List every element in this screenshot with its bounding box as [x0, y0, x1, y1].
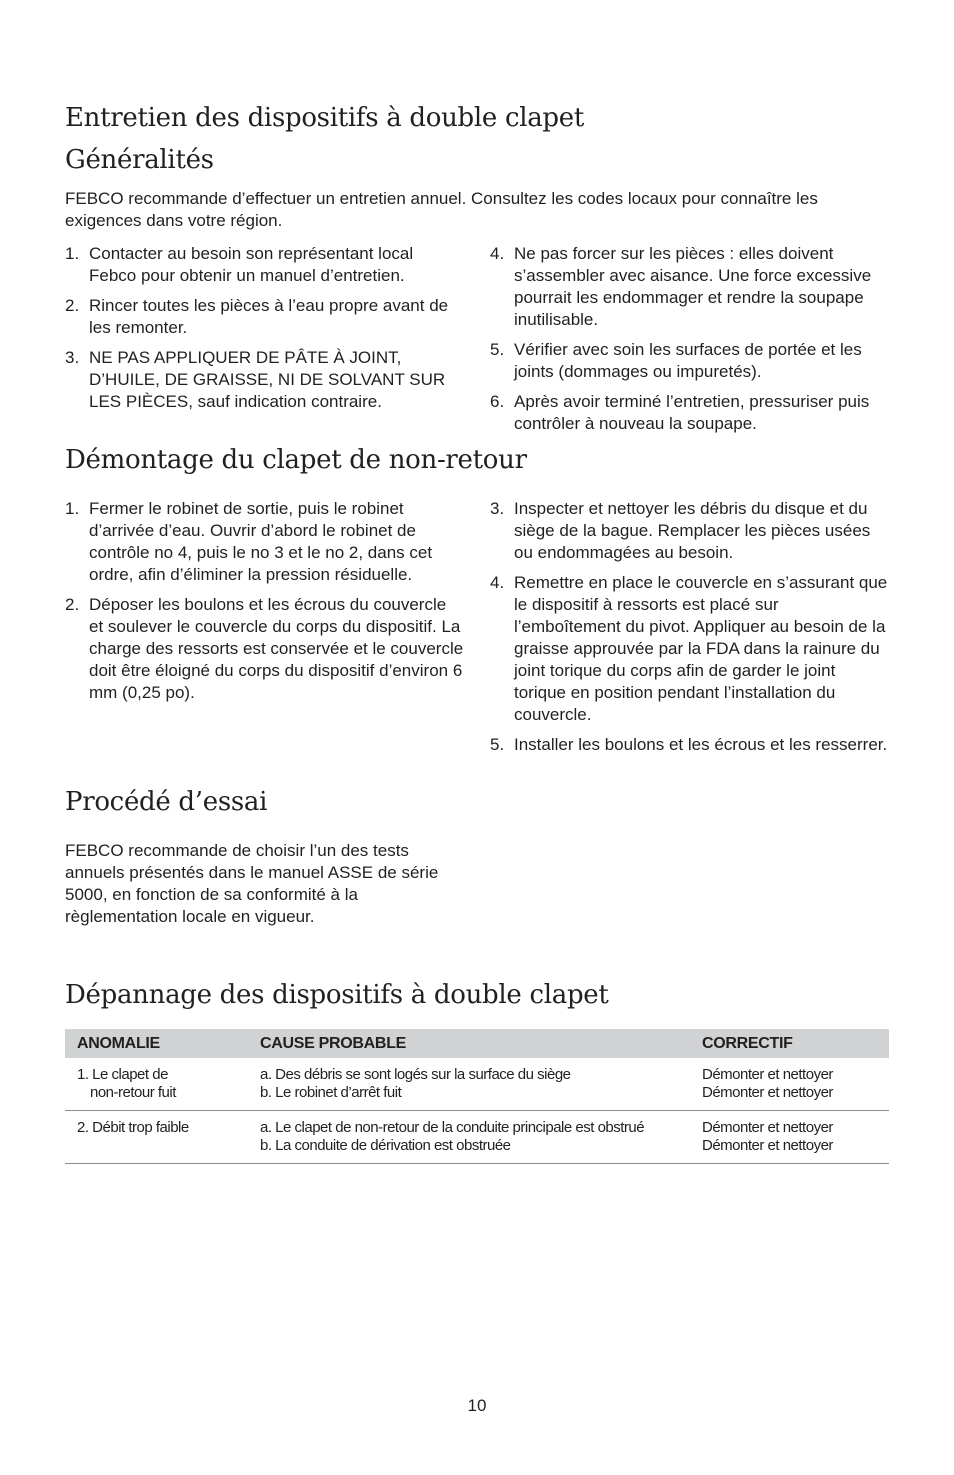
list-item: [65, 498, 465, 586]
list-item-text: Déposer les boulons et les écrous du couvercle et soulever le couvercle du corps du dispositif. La charge des ressorts est conservée et le couvercle doit être éloigné du corps du dispositif d’environ 6 mm (0,25 po).: [89, 595, 464, 702]
list-item: [65, 295, 465, 339]
anomaly-cell: [65, 1111, 248, 1164]
list-item: [65, 243, 465, 287]
test-procedure-paragraph: FEBCO recommande de choisir l’un des tests annuels présentés dans le manuel ASSE de série 5000, en fonction de sa conformité à la règlementation locale en vigueur.: [65, 841, 439, 926]
cause-cell: [248, 1058, 690, 1111]
list-item: [490, 572, 890, 726]
list-item-text: NE PAS APPLIQUER DE PÂTE À JOINT, D’HUILE, DE GRAISSE, NI DE SOLVANT SUR LES PIÈCES, sauf indication contraire.: [89, 348, 446, 411]
anomaly-text: non-retour fuit: [90, 1084, 176, 1101]
list-item-number: 3.: [490, 499, 505, 518]
list-item-number: 6.: [490, 392, 505, 411]
header-correction: CORRECTIF: [690, 1029, 889, 1058]
list-item-number: 3.: [65, 348, 80, 367]
fix-cell: [690, 1111, 889, 1164]
fix-text: Démonter et nettoyer: [702, 1137, 833, 1154]
list-item-text: Installer les boulons et les écrous et les resserrer.: [514, 735, 888, 754]
list-item-number: 5.: [490, 340, 505, 359]
list-item-number: 2.: [65, 296, 80, 315]
list-item-number: 4.: [490, 573, 505, 592]
section-title-check-valve-disassembly: Démontage du clapet de non-retour: [65, 445, 527, 475]
list-item-number: 2.: [65, 595, 80, 614]
list-item-text: Après avoir terminé l’entretien, pressuriser puis contrôler à nouveau la soupape.: [514, 392, 870, 433]
fix-text: Démonter et nettoyer: [702, 1084, 833, 1101]
disassembly-list-right: [490, 498, 890, 764]
fix-cell: [690, 1058, 889, 1111]
anomaly-text: 1. Le clapet de: [77, 1066, 168, 1083]
list-item-text: Fermer le robinet de sortie, puis le robinet d’arrivée d’eau. Ouvrir d’abord le robinet de contrôle no 4, puis le no 3 et le no 2, dans cet ordre, afin d’éliminer la pression résiduelle.: [89, 499, 433, 584]
list-item-text: Inspecter et nettoyer les débris du disque et du siège de la bague. Remplacer les pièces usées ou endommagées au besoin.: [514, 499, 871, 562]
list-item: [65, 347, 465, 413]
section-title-troubleshooting: Dépannage des dispositifs à double clapet: [65, 980, 609, 1010]
anomaly-text: 2. Débit trop faible: [77, 1119, 189, 1136]
troubleshooting-table: [65, 1029, 889, 1164]
anomaly-cell: [65, 1058, 248, 1111]
cause-text: b. La conduite de dérivation est obstruée: [260, 1137, 511, 1154]
list-item: [65, 594, 465, 704]
maintenance-list-right: [490, 243, 890, 443]
list-item-number: 1.: [65, 244, 80, 263]
list-item-text: Ne pas forcer sur les pièces : elles doivent s’assembler avec aisance. Une force excessive pourrait les endommager et rendre la soupape inutilisable.: [514, 244, 872, 329]
list-item-text: Rincer toutes les pièces à l’eau propre avant de les remonter.: [89, 296, 449, 337]
fix-text: Démonter et nettoyer: [702, 1119, 833, 1136]
section-title-test-procedure: Procédé d’essai: [65, 787, 268, 817]
cause-text: a. Des débris se sont logés sur la surface du siège: [260, 1066, 571, 1083]
list-item-text: Remettre en place le couvercle en s’assurant que le dispositif à ressorts est placé sur l’emboîtement du pivot. Appliquer au besoin de la graisse approuvée par la FDA dans la rainure du joint torique du corps afin de garder le joint torique en position pendant l’installation du couvercle.: [514, 573, 888, 724]
subsection-title-general: Généralités: [65, 145, 214, 175]
header-probable-cause: CAUSE PROBABLE: [248, 1029, 690, 1058]
cause-text: b. Le robinet d’arrêt fuit: [260, 1084, 402, 1101]
list-item-number: 1.: [65, 499, 80, 518]
list-item: [490, 391, 890, 435]
disassembly-list-left: [65, 498, 465, 712]
header-anomaly: ANOMALIE: [65, 1029, 248, 1058]
table-header-row: [65, 1029, 889, 1058]
maintenance-list-left: [65, 243, 465, 421]
list-item: [490, 339, 890, 383]
list-item: [490, 498, 890, 564]
general-intro-paragraph: FEBCO recommande d’effectuer un entretien annuel. Consultez les codes locaux pour connaître les exigences dans votre région.: [65, 189, 818, 230]
cause-text: a. Le clapet de non-retour de la conduite principale est obstrué: [260, 1119, 645, 1136]
list-item: [490, 243, 890, 331]
cause-cell: [248, 1111, 690, 1164]
list-item-text: Contacter au besoin son représentant local Febco pour obtenir un manuel d’entretien.: [89, 244, 414, 285]
list-item: [490, 734, 890, 756]
table-row: [65, 1058, 889, 1111]
list-item-number: 5.: [490, 735, 505, 754]
list-item-number: 4.: [490, 244, 505, 263]
fix-text: Démonter et nettoyer: [702, 1066, 833, 1083]
list-item-text: Vérifier avec soin les surfaces de portée et les joints (dommages ou impuretés).: [514, 340, 862, 381]
section-title-maintenance: Entretien des dispositifs à double clapet: [65, 103, 585, 133]
page-number: 10: [467, 1396, 487, 1415]
table-row: [65, 1111, 889, 1164]
